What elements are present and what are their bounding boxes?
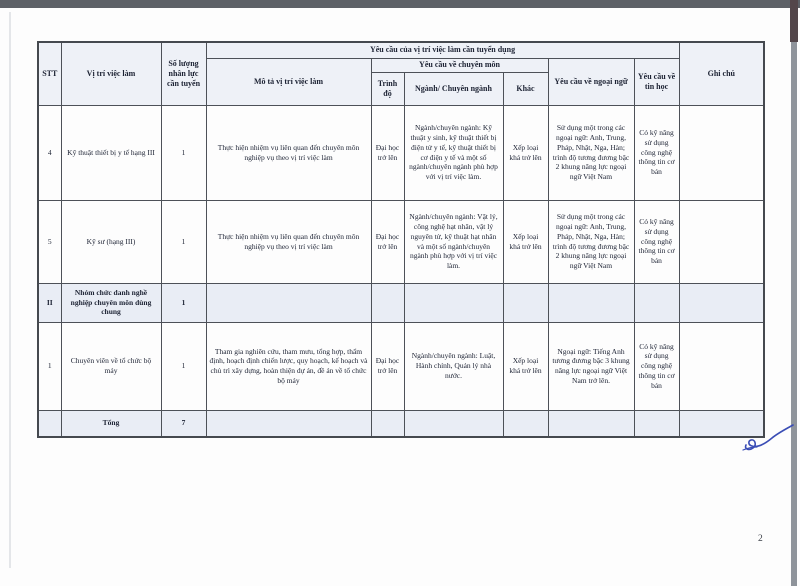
- cell-quantity: 1: [161, 105, 206, 200]
- cell-foreign-language: [548, 283, 634, 322]
- table-row: [38, 105, 764, 200]
- header-quantity: Số lượng nhân lực cần tuyển: [161, 42, 206, 105]
- header-degree: Trình độ: [371, 72, 404, 105]
- cell-position: Chuyên viên về tổ chức bộ máy: [61, 322, 161, 410]
- cell-quantity: 1: [161, 283, 206, 322]
- cell-it: [634, 283, 679, 322]
- cell-quantity: 1: [161, 200, 206, 283]
- cell-other: [503, 410, 548, 437]
- cell-degree: Đại học trở lên: [371, 200, 404, 283]
- header-position: Vị trí việc làm: [61, 42, 161, 105]
- header-stt: STT: [38, 42, 61, 105]
- cell-it: Có kỹ năng sử dụng công nghệ thông tin cơ bản: [634, 105, 679, 200]
- cell-stt: 5: [38, 200, 61, 283]
- section-header-row: [38, 283, 764, 322]
- cell-note: [679, 322, 764, 410]
- cell-it: [634, 410, 679, 437]
- cell-other: Xếp loại khá trở lên: [503, 322, 548, 410]
- cell-stt: [38, 410, 61, 437]
- total-label: Tổng: [61, 410, 161, 437]
- pen-scribble-signature-icon: [740, 421, 798, 455]
- cell-description: Tham gia nghiên cứu, tham mưu, tổng hợp, thẩm định, hoạch định chiến lược, quy hoạch, kế hoạch và chủ trì xây dựng, hoàn thiện dự án, đề án về tổ chức bộ máy: [206, 322, 371, 410]
- total-value: 7: [161, 410, 206, 437]
- cell-description: [206, 283, 371, 322]
- cell-other: Xếp loại khá trở lên: [503, 105, 548, 200]
- cell-description: Thực hiện nhiệm vụ liên quan đến chuyên môn nghiệp vụ theo vị trí việc làm: [206, 200, 371, 283]
- cell-foreign-language: Sử dụng một trong các ngoại ngữ: Anh, Trung, Pháp, Nhật, Nga, Hàn; trình độ tương đương bậc 2 khung năng lực ngoại ngữ Việt Nam: [548, 200, 634, 283]
- cell-note: [679, 283, 764, 322]
- table-row: [38, 200, 764, 283]
- cell-it: Có kỹ năng sử dụng công nghệ thông tin cơ bản: [634, 200, 679, 283]
- cell-description: Thực hiện nhiệm vụ liên quan đến chuyên môn nghiệp vụ theo vị trí việc làm: [206, 105, 371, 200]
- cell-note: [679, 200, 764, 283]
- scan-edge-right: [791, 6, 797, 586]
- total-row: [38, 410, 764, 437]
- cell-major: Ngành/chuyên ngành: Vật lý, công nghệ hạt nhân, vật lý nguyên tử, kỹ thuật hạt nhân và một số ngành/chuyên ngành phù hợp với vị trí việc làm.: [404, 200, 503, 283]
- header-requirements-group: Yêu cầu của vị trí việc làm cần tuyển dụng: [206, 42, 679, 58]
- cell-major: Ngành/chuyên ngành: Luật, Hành chính, Quản lý nhà nước.: [404, 322, 503, 410]
- header-major: Ngành/ Chuyên ngành: [404, 72, 503, 105]
- scan-edge-left: [9, 12, 11, 568]
- cell-it: Có kỹ năng sử dụng công nghệ thông tin cơ bản: [634, 322, 679, 410]
- cell-other: Xếp loại khá trở lên: [503, 200, 548, 283]
- cell-foreign-language: Sử dụng một trong các ngoại ngữ: Anh, Trung, Pháp, Nhật, Nga, Hàn; trình độ tương đương bậc 2 khung năng lực ngoại ngữ Việt Nam: [548, 105, 634, 200]
- cell-degree: [371, 283, 404, 322]
- cell-description: [206, 410, 371, 437]
- cell-degree: [371, 410, 404, 437]
- cell-foreign-language: Ngoại ngữ: Tiếng Anh tương đương bậc 3 khung năng lực ngoại ngữ Việt Nam trở lên.: [548, 322, 634, 410]
- cell-major: Ngành/chuyên ngành: Kỹ thuật y sinh, kỹ thuật thiết bị điện tử y tế, kỹ thuật thiết bị cơ điện y tế và một số ngành/chuyên ngành phù hợp với vị trí việc làm.: [404, 105, 503, 200]
- header-note: Ghi chú: [679, 42, 764, 105]
- cell-stt: 4: [38, 105, 61, 200]
- cell-other: [503, 283, 548, 322]
- cell-major: [404, 283, 503, 322]
- header-description: Mô tả vị trí việc làm: [206, 58, 371, 105]
- header-foreign-language: Yêu cầu về ngoại ngữ: [548, 58, 634, 105]
- scan-edge-top: [0, 0, 800, 8]
- cell-stt: 1: [38, 322, 61, 410]
- cell-position: Nhóm chức danh nghề nghiệp chuyên môn dùng chung: [61, 283, 161, 322]
- cell-foreign-language: [548, 410, 634, 437]
- cell-stt: II: [38, 283, 61, 322]
- header-other: Khác: [503, 72, 548, 105]
- cell-position: Kỹ thuật thiết bị y tế hạng III: [61, 105, 161, 200]
- cell-major: [404, 410, 503, 437]
- cell-degree: Đại học trở lên: [371, 322, 404, 410]
- header-professional-group: Yêu cầu về chuyên môn: [371, 58, 548, 72]
- cell-degree: Đại học trở lên: [371, 105, 404, 200]
- header-it: Yêu cầu về tin học: [634, 58, 679, 105]
- recruitment-requirements-table: [37, 41, 765, 438]
- page-number: 2: [758, 534, 763, 544]
- table-row: [38, 322, 764, 410]
- header-row-1: [38, 42, 764, 58]
- cell-quantity: 1: [161, 322, 206, 410]
- cell-note: [679, 105, 764, 200]
- cell-position: Kỹ sư (hạng III): [61, 200, 161, 283]
- scan-corner-shadow: [790, 0, 798, 42]
